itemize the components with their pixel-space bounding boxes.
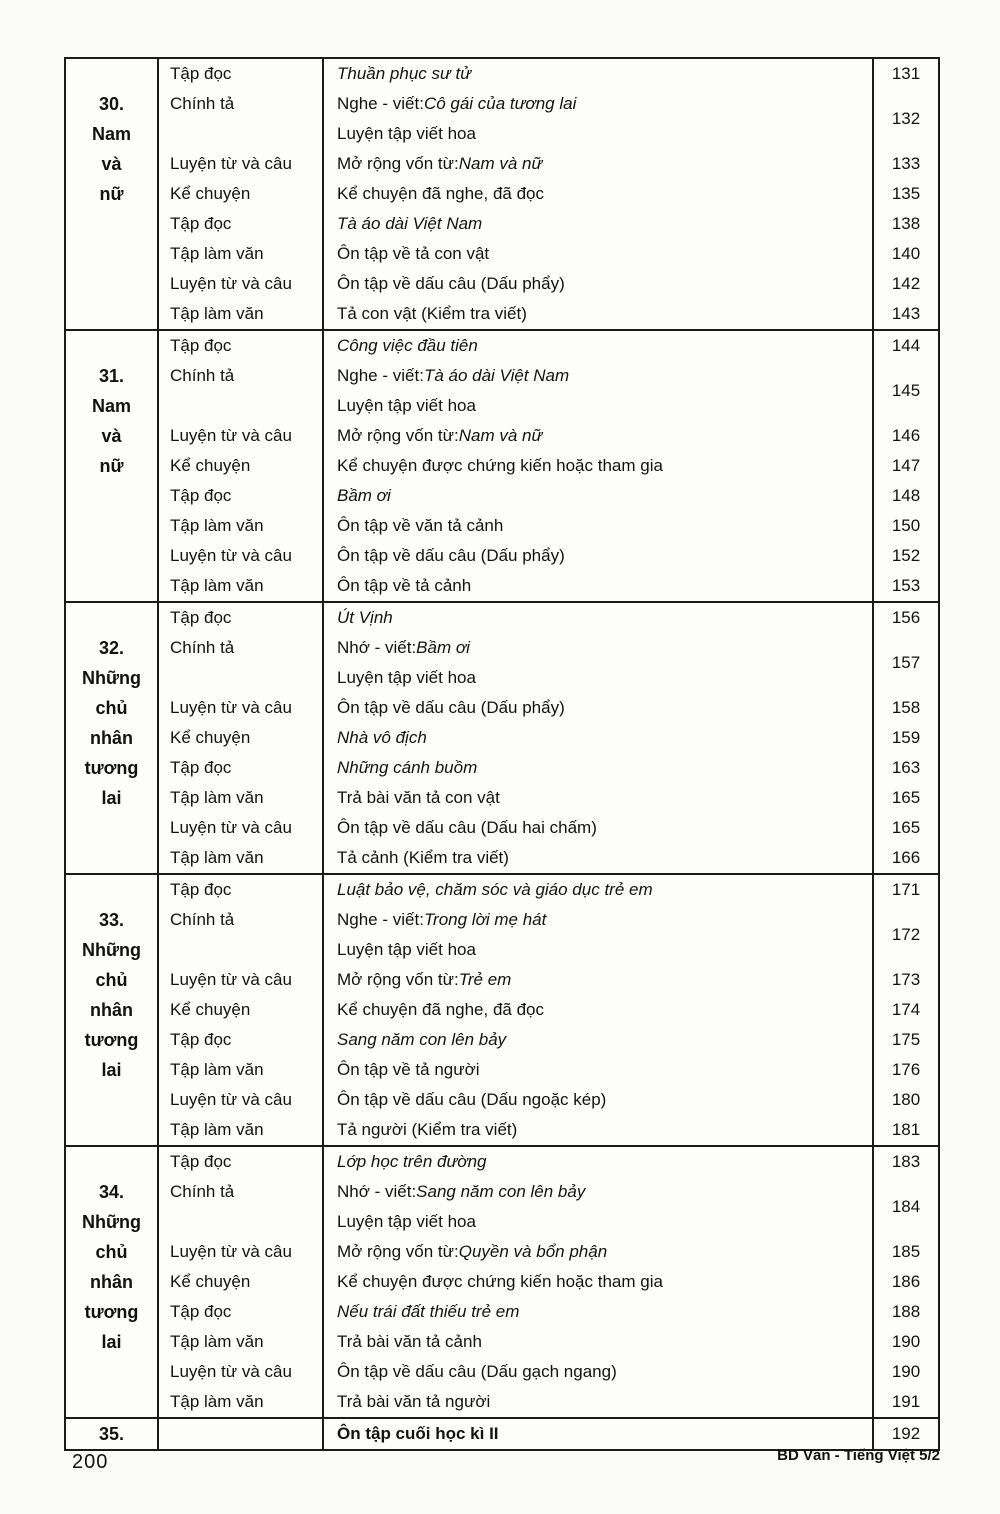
- lesson-title-text: Ôn tập về dấu câu (Dấu hai chấm): [337, 818, 597, 837]
- week-theme-word: tương: [84, 1030, 139, 1050]
- page-number-cell: 152: [891, 546, 921, 565]
- lesson-title-text: Ôn tập cuối học kì II: [337, 1424, 499, 1443]
- lesson-title-text: Tả con vật (Kiểm tra viết): [337, 304, 527, 323]
- lesson-title-cell: [324, 875, 874, 905]
- page-number-cell: 144: [891, 336, 921, 355]
- week-number: 34.: [98, 1182, 125, 1202]
- subject-cell: Kể chuyện: [159, 995, 324, 1025]
- subject-cell: Luyện từ và câu: [159, 269, 324, 299]
- week-theme-word: tương: [84, 758, 139, 778]
- lesson-title-prefix: Nghe - viết:: [337, 910, 424, 929]
- page-footer: [64, 1443, 940, 1474]
- lesson-title-text: Ôn tập về dấu câu (Dấu phẩy): [337, 546, 565, 565]
- subject-cell: Chính tả: [159, 89, 324, 119]
- week-theme-word: chủ: [95, 698, 128, 718]
- subject-cell: Tập làm văn: [159, 1115, 324, 1145]
- page-number-cell: 175: [891, 1030, 921, 1049]
- lesson-title-cell: [324, 571, 874, 601]
- page-number-cell: 150: [891, 516, 921, 535]
- lesson-title-cell: [324, 663, 874, 693]
- week-theme-word: lai: [101, 1332, 122, 1352]
- week-theme-word: nhân: [90, 1000, 133, 1020]
- subject-cell: [159, 1207, 324, 1237]
- subject-cell: Tập đọc: [159, 1025, 324, 1055]
- week-theme-word: Những: [81, 940, 142, 960]
- lesson-title-cell: [324, 753, 874, 783]
- page-number-cell: 142: [891, 274, 921, 293]
- lesson-title-cell: [324, 1055, 874, 1085]
- lesson-title-text: Tà áo dài Việt Nam: [423, 366, 570, 385]
- lesson-title-prefix: Nghe - viết:: [337, 94, 424, 113]
- week-number: 32.: [98, 638, 125, 658]
- week-theme-word: Nam: [91, 396, 131, 416]
- toc-week-section: [66, 331, 938, 603]
- lesson-title-text: Nam và nữ: [458, 154, 543, 173]
- page-number-cell: 190: [891, 1362, 921, 1381]
- page-number-cell: 185: [891, 1242, 921, 1261]
- lesson-title-text: Kể chuyện đã nghe, đã đọc: [337, 1000, 544, 1019]
- week-theme-word: tương: [84, 1302, 139, 1322]
- subject-cell: Kể chuyện: [159, 723, 324, 753]
- lesson-title-text: Ôn tập về văn tả cảnh: [337, 516, 504, 535]
- subject-cell: Chính tả: [159, 1177, 324, 1207]
- lesson-title-text: Trả bài văn tả cảnh: [337, 1332, 482, 1351]
- subject-cell: Tập đọc: [159, 331, 324, 361]
- subject-cell: Tập đọc: [159, 875, 324, 905]
- lesson-title-text: Lớp học trên đường: [337, 1152, 487, 1171]
- page-number-cell: 190: [891, 1332, 921, 1351]
- lesson-title-cell: [324, 149, 874, 179]
- page-number-cell: 163: [891, 758, 921, 777]
- lesson-title-text: Ôn tập về tả con vật: [337, 244, 490, 263]
- page-number-cell: 148: [891, 486, 921, 505]
- page-number-cell: 138: [891, 214, 921, 233]
- week-number: 31.: [98, 366, 125, 386]
- lesson-title-cell: [324, 995, 874, 1025]
- lesson-title-cell: [324, 1177, 874, 1207]
- lesson-title-cell: [324, 905, 874, 935]
- week-theme-word: Những: [81, 1212, 142, 1232]
- week-number: 35.: [98, 1424, 125, 1444]
- lesson-title-text: Ôn tập về tả người: [337, 1060, 480, 1079]
- week-theme-word: nữ: [99, 184, 124, 204]
- week-label: [66, 1147, 159, 1417]
- lesson-title-cell: [324, 1207, 874, 1237]
- lesson-title-cell: [324, 119, 874, 149]
- lesson-title-text: Trả bài văn tả người: [337, 1392, 491, 1411]
- lesson-title-cell: [324, 331, 874, 361]
- lesson-title-cell: [324, 935, 874, 965]
- subject-cell: [159, 391, 324, 421]
- subject-cell: Tập làm văn: [159, 843, 324, 873]
- page-number-cell: 140: [891, 244, 921, 263]
- page-number-cell: 143: [891, 304, 921, 323]
- page-number-cell: 166: [891, 848, 921, 867]
- lesson-title-text: Trẻ em: [458, 970, 512, 989]
- lesson-title-cell: [324, 1267, 874, 1297]
- lesson-title-text: Cô gái của tương lai: [423, 94, 577, 113]
- page-number-cell: 135: [891, 184, 921, 203]
- subject-cell: Chính tả: [159, 905, 324, 935]
- week-number: 33.: [98, 910, 125, 930]
- subject-cell: Tập đọc: [159, 1297, 324, 1327]
- lesson-title-text: Tà áo dài Việt Nam: [337, 214, 483, 233]
- week-theme-word: chủ: [95, 1242, 128, 1262]
- page-number-cell: 186: [891, 1272, 921, 1291]
- subject-cell: Luyện từ và câu: [159, 541, 324, 571]
- lesson-title-text: Luyện tập viết hoa: [337, 668, 476, 687]
- week-theme-word: nhân: [90, 728, 133, 748]
- lesson-title-text: Ôn tập về dấu câu (Dấu ngoặc kép): [337, 1090, 607, 1109]
- page-number-cell: 165: [891, 818, 921, 837]
- lesson-title-cell: [324, 693, 874, 723]
- lesson-title-cell: [324, 541, 874, 571]
- table-of-contents: [64, 57, 940, 1451]
- lesson-title-cell: [324, 481, 874, 511]
- lesson-title-cell: [324, 1147, 874, 1177]
- page-number-cell: 184: [891, 1197, 921, 1216]
- lesson-title-cell: [324, 1327, 874, 1357]
- subject-cell: Kể chuyện: [159, 179, 324, 209]
- page-number-cell: 174: [891, 1000, 921, 1019]
- lesson-title-text: Sang năm con lên bảy: [416, 1182, 586, 1201]
- footer-page-number: 200: [72, 1451, 109, 1473]
- page-number-cell: 176: [891, 1060, 921, 1079]
- page-number-cell: 173: [891, 970, 921, 989]
- lesson-title-text: Sang năm con lên bảy: [337, 1030, 507, 1049]
- lesson-title-cell: [324, 391, 874, 421]
- lesson-title-text: Công việc đầu tiên: [337, 336, 478, 355]
- week-theme-word: Nam: [91, 124, 131, 144]
- lesson-title-text: Luyện tập viết hoa: [337, 1212, 476, 1231]
- lesson-title-cell: [324, 269, 874, 299]
- subject-cell: Chính tả: [159, 361, 324, 391]
- lesson-title-cell: [324, 1387, 874, 1417]
- lesson-title-text: Nhà vô địch: [337, 728, 427, 747]
- toc-week-section: [66, 603, 938, 875]
- subject-cell: Tập đọc: [159, 209, 324, 239]
- lesson-title-text: Ôn tập về dấu câu (Dấu gạch ngang): [337, 1362, 617, 1381]
- lesson-title-cell: [324, 813, 874, 843]
- lesson-title-text: Kể chuyện đã nghe, đã đọc: [337, 184, 544, 203]
- page-number-cell: 157: [891, 653, 921, 672]
- subject-cell: Tập làm văn: [159, 1387, 324, 1417]
- subject-cell: Luyện từ và câu: [159, 965, 324, 995]
- lesson-title-text: Tả cảnh (Kiểm tra viết): [337, 848, 509, 867]
- lesson-title-cell: [324, 361, 874, 391]
- lesson-title-cell: [324, 59, 874, 89]
- toc-week-section: [66, 1147, 938, 1419]
- week-label: [66, 331, 159, 601]
- subject-cell: Luyện từ và câu: [159, 1357, 324, 1387]
- lesson-title-cell: [324, 299, 874, 329]
- subject-cell: [159, 663, 324, 693]
- page-number-cell: 188: [891, 1302, 921, 1321]
- page-number-cell: 192: [891, 1424, 921, 1443]
- lesson-title-cell: [324, 239, 874, 269]
- subject-cell: Luyện từ và câu: [159, 149, 324, 179]
- subject-cell: Tập đọc: [159, 753, 324, 783]
- page-number-cell: 165: [891, 788, 921, 807]
- lesson-title-prefix: Mở rộng vốn từ:: [337, 154, 459, 173]
- page-number-cell: 147: [891, 456, 921, 475]
- subject-cell: [159, 119, 324, 149]
- subject-cell: Tập đọc: [159, 1147, 324, 1177]
- subject-cell: Kể chuyện: [159, 451, 324, 481]
- page-number-cell: 131: [891, 64, 921, 83]
- lesson-title-prefix: Nghe - viết:: [337, 366, 424, 385]
- week-theme-word: lai: [101, 1060, 122, 1080]
- week-theme-word: nữ: [99, 456, 124, 476]
- lesson-title-text: Ôn tập về dấu câu (Dấu phẩy): [337, 274, 565, 293]
- subject-cell: Luyện từ và câu: [159, 1085, 324, 1115]
- week-label: [66, 59, 159, 329]
- lesson-title-cell: [324, 89, 874, 119]
- subject-cell: Luyện từ và câu: [159, 693, 324, 723]
- week-number: 30.: [98, 94, 125, 114]
- subject-cell: Tập làm văn: [159, 1055, 324, 1085]
- page-number-cell: 133: [891, 154, 921, 173]
- page-number-cell: 146: [891, 426, 921, 445]
- lesson-title-text: Luật bảo vệ, chăm sóc và giáo dục trẻ em: [337, 880, 653, 899]
- lesson-title-text: Luyện tập viết hoa: [337, 396, 476, 415]
- lesson-title-text: Trong lời mẹ hát: [423, 910, 547, 929]
- lesson-title-prefix: Nhớ - viết:: [337, 1182, 417, 1201]
- subject-cell: Tập làm văn: [159, 239, 324, 269]
- lesson-title-cell: [324, 451, 874, 481]
- page-number-cell: 172: [891, 925, 921, 944]
- lesson-title-text: Quyền và bổn phận: [458, 1242, 608, 1261]
- subject-cell: Luyện từ và câu: [159, 421, 324, 451]
- week-theme-word: và: [101, 426, 122, 446]
- week-label: [66, 603, 159, 873]
- lesson-title-cell: [324, 1085, 874, 1115]
- subject-cell: Tập làm văn: [159, 511, 324, 541]
- footer-book-title: BD Văn - Tiếng Việt 5/2: [777, 1447, 940, 1464]
- lesson-title-cell: [324, 783, 874, 813]
- week-theme-word: và: [101, 154, 122, 174]
- subject-cell: Tập làm văn: [159, 783, 324, 813]
- subject-cell: [159, 935, 324, 965]
- subject-cell: Tập làm văn: [159, 299, 324, 329]
- lesson-title-cell: [324, 843, 874, 873]
- page-number-cell: 153: [891, 576, 921, 595]
- page-number-cell: 156: [891, 608, 921, 627]
- lesson-title-cell: [324, 1357, 874, 1387]
- lesson-title-cell: [324, 511, 874, 541]
- toc-week-section: [66, 59, 938, 331]
- page-number-cell: 158: [891, 698, 921, 717]
- subject-cell: Chính tả: [159, 633, 324, 663]
- page-number-cell: 159: [891, 728, 921, 747]
- lesson-title-text: Út Vịnh: [337, 608, 393, 627]
- subject-cell: Kể chuyện: [159, 1267, 324, 1297]
- lesson-title-text: Nếu trái đất thiếu trẻ em: [337, 1302, 520, 1321]
- lesson-title-cell: [324, 209, 874, 239]
- lesson-title-prefix: Nhớ - viết:: [337, 638, 417, 657]
- lesson-title-cell: [324, 603, 874, 633]
- lesson-title-text: Bầm ơi: [416, 638, 470, 657]
- lesson-title-text: Ôn tập về tả cảnh: [337, 576, 472, 595]
- lesson-title-text: Luyện tập viết hoa: [337, 940, 476, 959]
- page-number-cell: 180: [891, 1090, 921, 1109]
- lesson-title-text: Bầm ơi: [337, 486, 391, 505]
- week-theme-word: nhân: [90, 1272, 133, 1292]
- lesson-title-cell: [324, 1115, 874, 1145]
- lesson-title-text: Những cánh buồm: [337, 758, 478, 777]
- subject-cell: Luyện từ và câu: [159, 813, 324, 843]
- lesson-title-cell: [324, 633, 874, 663]
- lesson-title-cell: [324, 1297, 874, 1327]
- page-number-cell: 181: [891, 1120, 921, 1139]
- week-label: [66, 875, 159, 1145]
- subject-cell: Tập làm văn: [159, 1327, 324, 1357]
- subject-cell: Tập đọc: [159, 59, 324, 89]
- lesson-title-text: Trả bài văn tả con vật: [337, 788, 500, 807]
- lesson-title-cell: [324, 179, 874, 209]
- week-theme-word: lai: [101, 788, 122, 808]
- subject-cell: Tập đọc: [159, 603, 324, 633]
- lesson-title-text: Luyện tập viết hoa: [337, 124, 476, 143]
- lesson-title-prefix: Mở rộng vốn từ:: [337, 970, 459, 989]
- lesson-title-text: Nam và nữ: [458, 426, 543, 445]
- week-theme-word: Những: [81, 668, 142, 688]
- lesson-title-text: Tả người (Kiểm tra viết): [337, 1120, 518, 1139]
- page-number-cell: 191: [891, 1392, 921, 1411]
- page-number-cell: 132: [891, 109, 921, 128]
- lesson-title-text: Thuần phục sư tử: [337, 64, 472, 83]
- page-number-cell: 171: [891, 880, 921, 899]
- subject-cell: Luyện từ và câu: [159, 1237, 324, 1267]
- page-number-cell: 183: [891, 1152, 921, 1171]
- lesson-title-cell: [324, 1025, 874, 1055]
- lesson-title-prefix: Mở rộng vốn từ:: [337, 426, 459, 445]
- subject-cell: Tập làm văn: [159, 571, 324, 601]
- toc-week-section: [66, 875, 938, 1147]
- subject-cell: Tập đọc: [159, 481, 324, 511]
- lesson-title-prefix: Mở rộng vốn từ:: [337, 1242, 459, 1261]
- lesson-title-cell: [324, 965, 874, 995]
- lesson-title-text: Kể chuyện được chứng kiến hoặc tham gia: [337, 1272, 663, 1291]
- page-number-cell: 145: [891, 381, 921, 400]
- lesson-title-cell: [324, 1237, 874, 1267]
- week-theme-word: chủ: [95, 970, 128, 990]
- lesson-title-cell: [324, 421, 874, 451]
- lesson-title-text: Ôn tập về dấu câu (Dấu phẩy): [337, 698, 565, 717]
- lesson-title-cell: [324, 723, 874, 753]
- lesson-title-text: Kể chuyện được chứng kiến hoặc tham gia: [337, 456, 663, 475]
